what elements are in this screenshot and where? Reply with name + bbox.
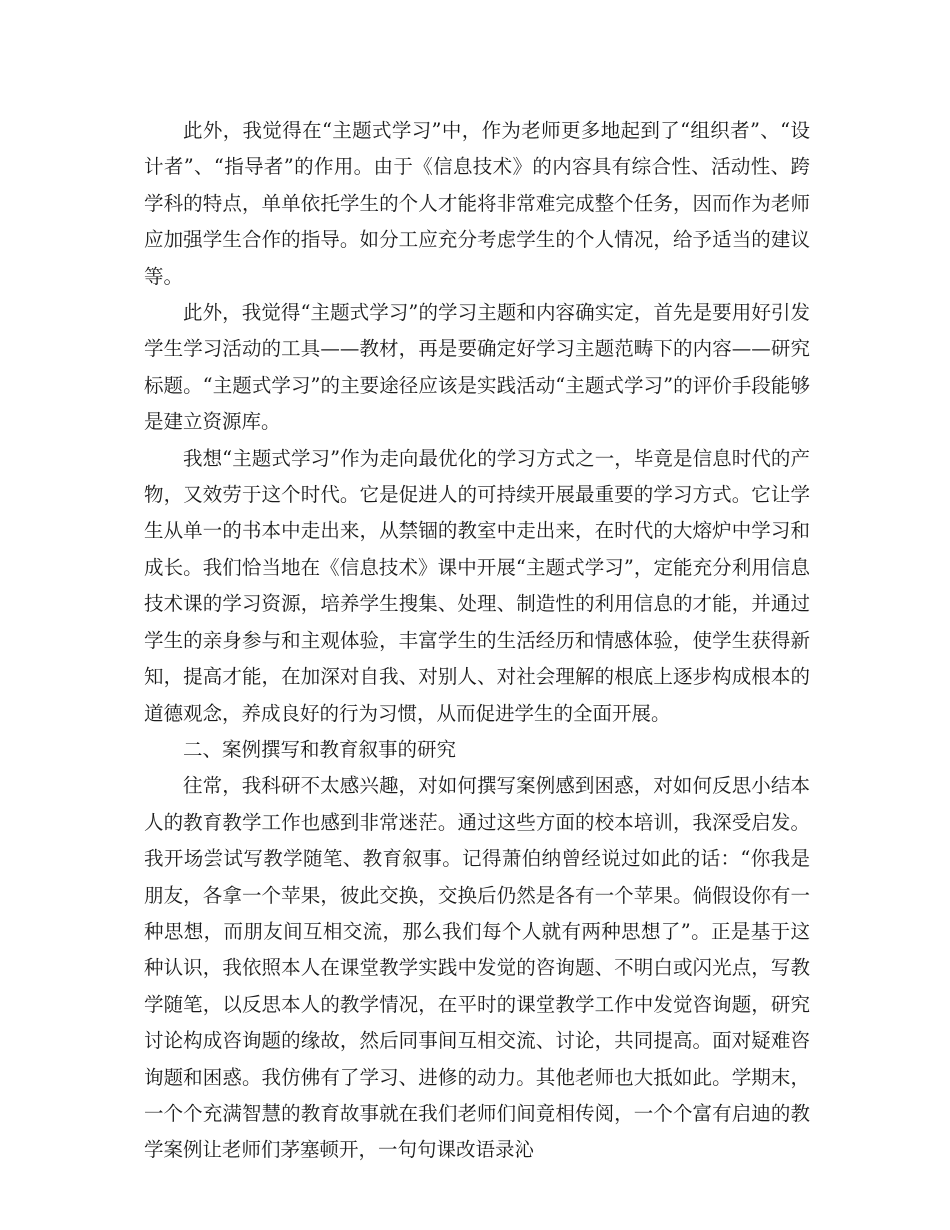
paragraph-teacher-role: 此外，我觉得在“主题式学习”中，作为老师更多地起到了“组织者”、“设计者”、“指导者”的作用。由于《信息技术》的内容具有综合性、活动性、跨学科的特点，单单依托学生的个人才能将非常难完成整个任务，因而作为老师应加强学生合作的指导。如分工应充分考虑学生的个人情况，给予适当的建议等。 — [144, 119, 810, 288]
paragraph-learning-method: 我想“主题式学习”作为走向最优化的学习方式之一，毕竟是信息时代的产物，又效劳于这个时代。它是促进人的可持续开展最重要的学习方式。它让学生从单一的书本中走出来，从禁锢的教室中走出来，在时代的大熔炉中学习和成长。我们恰当地在《信息技术》课中开展“主题式学习”，定能充分利用信息技术课的学习资源，培养学生搜集、处理、制造性的利用信息的才能，并通过学生的亲身参与和主观体验，丰富学生的生活经历和情感体验，使学生获得新知，提高才能，在加深对自我、对别人、对社会理解的根底上逐步构成根本的道德观念，养成良好的行为习惯，从而促进学生的全面开展。 — [144, 446, 810, 725]
paragraph-learning-theme: 此外，我觉得“主题式学习”的学习主题和内容确实定，首先是要用好引发学生学习活动的工具——教材，再是要确定好学习主题范畴下的内容——研究标题。“主题式学习”的主要途径应该是实践活动“主题式学习”的评价手段能够是建立资源库。 — [144, 301, 810, 434]
section-heading: 二、案例撰写和教育叙事的研究 — [183, 737, 457, 761]
paragraph-case-writing: 往常，我科研不太感兴趣，对如何撰写案例感到困惑，对如何反思小结本人的教育教学工作也感到非常迷茫。通过这些方面的校本培训，我深受启发。我开场尝试写教学随笔、教育叙事。记得萧伯纳曾经说过如此的话：“你我是朋友，各拿一个苹果，彼此交换，交换后仍然是各有一个苹果。倘假设你有一种思想，而朋友间互相交流，那么我们每个人就有两种思想了”。正是基于这种认识，我依照本人在课堂教学实践中发觉的咨询题、不明白或闪光点，写教学随笔，以反思本人的教学情况，在平时的课堂教学工作中发觉咨询题，研究讨论构成咨询题的缘故，然后同事间互相交流、讨论，共同提高。面对疑难咨询题和困惑。我仿佛有了学习、进修的动力。其他老师也大抵如此。学期末，一个个充满智慧的教育故事就在我们老师们间竟相传阅，一个个富有启迪的教学案例让老师们茅塞顿开，一句句课改语录沁 — [144, 774, 810, 1162]
document-body — [144, 113, 810, 1169]
